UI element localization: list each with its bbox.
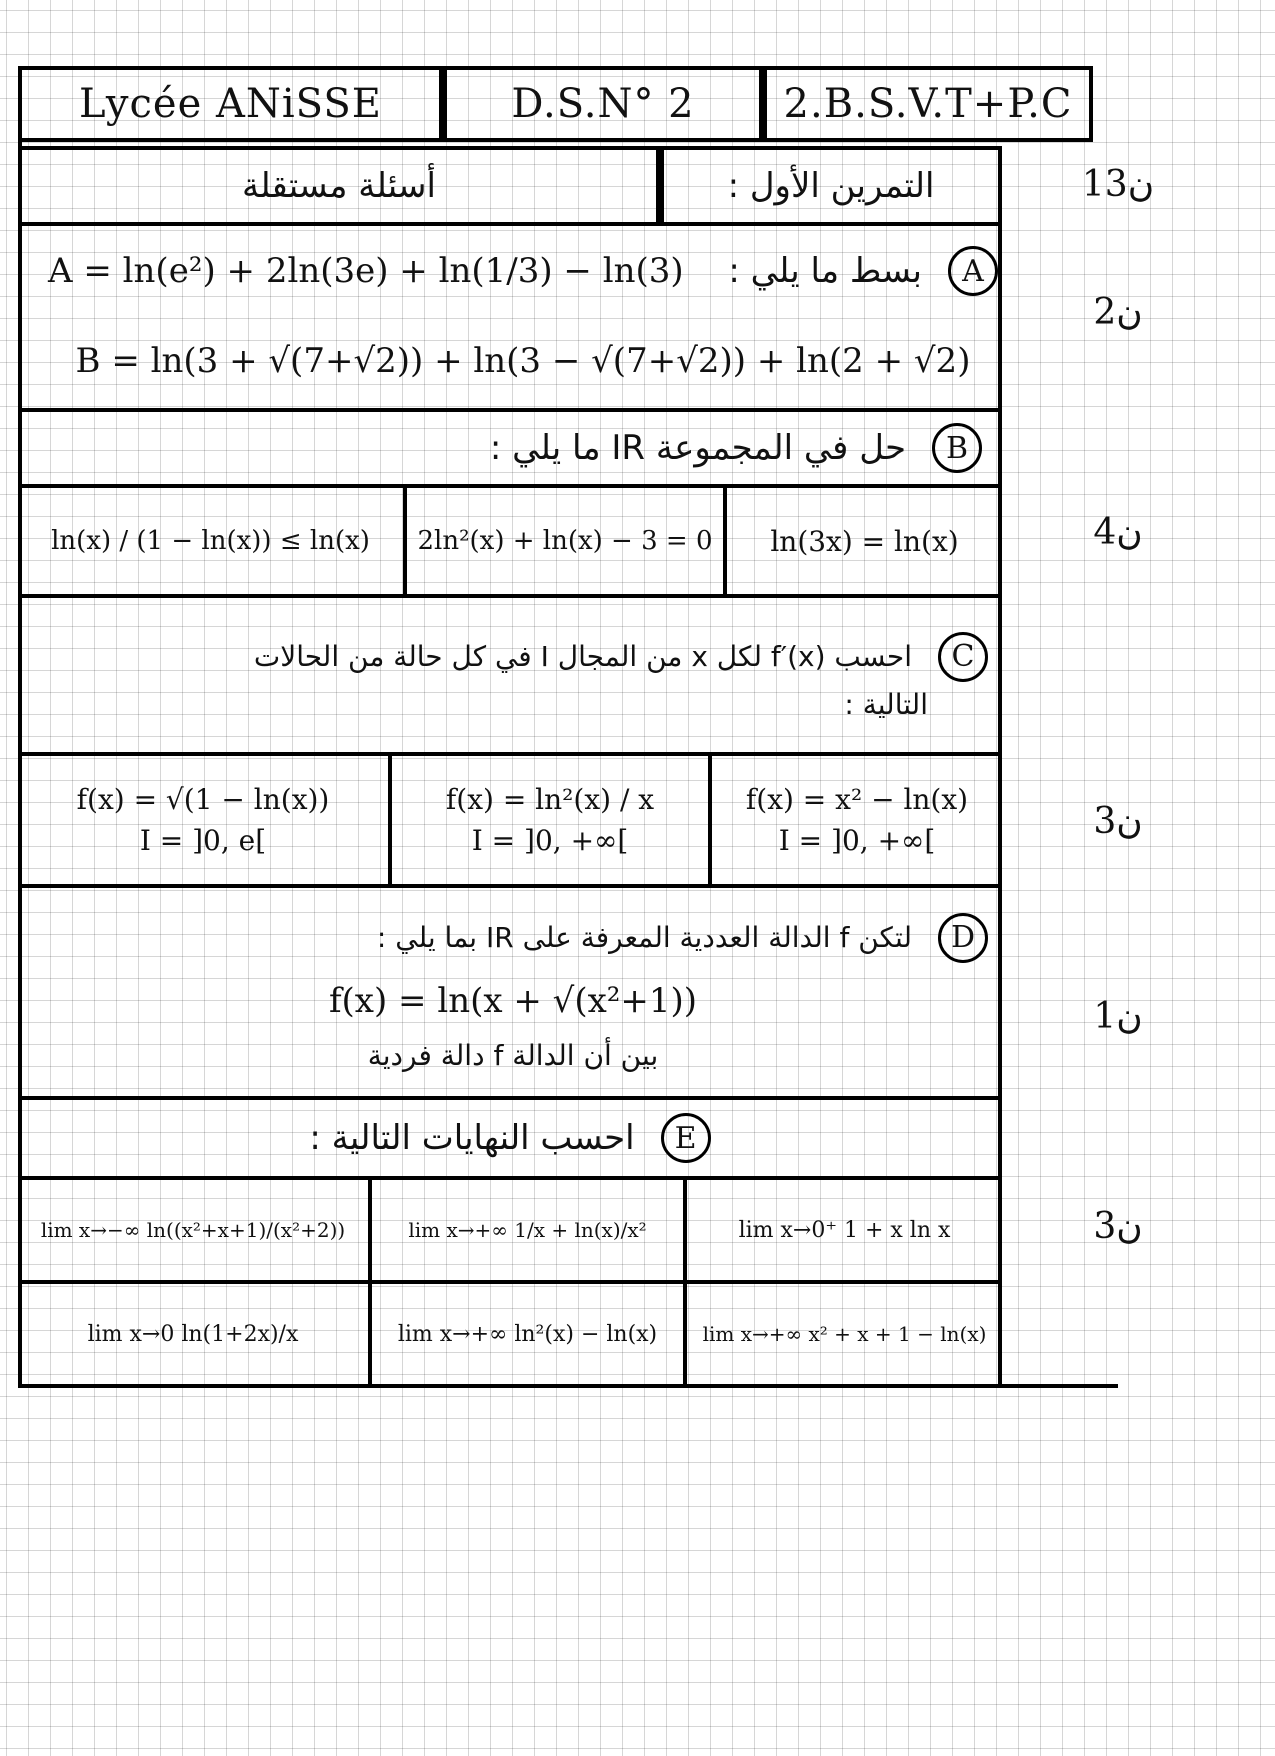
part-a-row1 — [48, 226, 998, 316]
part-c-instruction-line1: احسب f′(x) لكل x من المجال I في كل حالة من الحالات — [253, 640, 912, 673]
school-name: Lycée ANiSSE — [79, 81, 382, 127]
part-e-heading — [309, 1113, 710, 1163]
part-e-limit-2: lim x→+∞ 1/x + ln(x)/x² — [408, 1218, 647, 1242]
part-c-interval-1: I = ]0, e[ — [139, 824, 267, 857]
part-b-inequation: ln(x) / (1 − ln(x)) ≤ ln(x) — [51, 526, 370, 556]
exam-sheet — [18, 66, 1228, 1576]
part-e-instruction: احسب النهايات التالية : — [309, 1118, 635, 1158]
part-e-limit-5: lim x→+∞ ln²(x) − ln(x) — [397, 1321, 658, 1347]
part-c-function-1: f(x) = √(1 − ln(x)) — [76, 783, 330, 816]
part-d-top-border — [18, 884, 1002, 888]
part-c-case-2 — [392, 756, 708, 884]
sheet-left-border — [18, 66, 22, 1386]
part-c-interval-2: I = ]0, +∞[ — [471, 824, 629, 857]
part-e-heading-row — [18, 1100, 1002, 1176]
part-c-case-1 — [18, 756, 388, 884]
part-c-case-3 — [712, 756, 1002, 884]
part-d-formula: f(x) = ln(x + √(x²+1)) — [328, 980, 698, 1021]
sheet-bottom-border — [18, 1384, 1118, 1388]
part-a-letter: A — [948, 246, 998, 296]
test-number: D.S.N° 2 — [511, 81, 695, 127]
part-b-instruction: حل في المجموعة IR ما يلي : — [489, 428, 906, 468]
part-c-interval-3: I = ]0, +∞[ — [778, 824, 936, 857]
part-e-limit-4: lim x→0 ln(1+2x)/x — [87, 1321, 299, 1347]
part-c-function-2: f(x) = ln²(x) / x — [445, 783, 655, 816]
part-e-points: 3ن — [1093, 1206, 1143, 1247]
part-d-letter: D — [938, 913, 988, 963]
part-d-block — [38, 892, 988, 1092]
part-c-heading — [254, 632, 988, 682]
part-a-heading — [728, 246, 998, 296]
sheet-right-border — [998, 222, 1002, 1386]
part-a-points: 2ن — [1093, 292, 1143, 333]
part-a-expression-b: B = ln(3 + √(7+√2)) + ln(3 − √(7+√2)) + ln(2 + √2) — [75, 341, 971, 381]
part-d-line3: بين أن الدالة f دالة فردية — [367, 1038, 659, 1072]
part-e-limit-6: lim x→+∞ x² + x + 1 − ln(x) — [702, 1322, 987, 1346]
part-a-expression-a: A = ln(e²) + 2ln(3e) + ln(1/3) − ln(3) — [48, 251, 684, 291]
part-d-line1: لتكن f الدالة العددية المعرفة على IR بما يلي : — [376, 921, 912, 954]
class-name: 2.B.S.V.T+P.C — [783, 81, 1073, 127]
part-b-points: 4ن — [1093, 512, 1143, 553]
part-b-equation-3: ln(3x) = ln(x) — [770, 524, 959, 558]
part-d-heading — [38, 913, 988, 963]
part-b-letter: B — [932, 423, 982, 473]
part-e-limit-1: lim x→−∞ ln((x²+x+1)/(x²+2)) — [40, 1218, 346, 1242]
part-c-instruction-block — [38, 606, 988, 746]
exercise-subtitle: أسئلة مستقلة — [242, 166, 436, 206]
part-c-points: 3ن — [1093, 801, 1143, 842]
exercise-title: التمرين الأول : — [727, 166, 935, 206]
part-c-letter: C — [938, 632, 988, 682]
part-b-heading — [490, 423, 982, 473]
exercise-points: 13ن — [1081, 164, 1155, 205]
part-a-row2 — [48, 321, 998, 401]
part-b-equation-2: 2ln²(x) + ln(x) − 3 = 0 — [417, 526, 713, 556]
part-d-points: 1ن — [1093, 996, 1143, 1037]
part-c-instruction-line2: التالية : — [844, 687, 928, 721]
part-c-function-3: f(x) = x² − ln(x) — [745, 783, 969, 816]
part-e-limit-3: lim x→0⁺ 1 + x ln x — [738, 1217, 951, 1243]
part-a-instruction: بسط ما يلي : — [728, 251, 922, 291]
part-e-letter: E — [661, 1113, 711, 1163]
part-b-heading-row — [18, 412, 1002, 484]
part-c-top-border — [18, 594, 1002, 598]
